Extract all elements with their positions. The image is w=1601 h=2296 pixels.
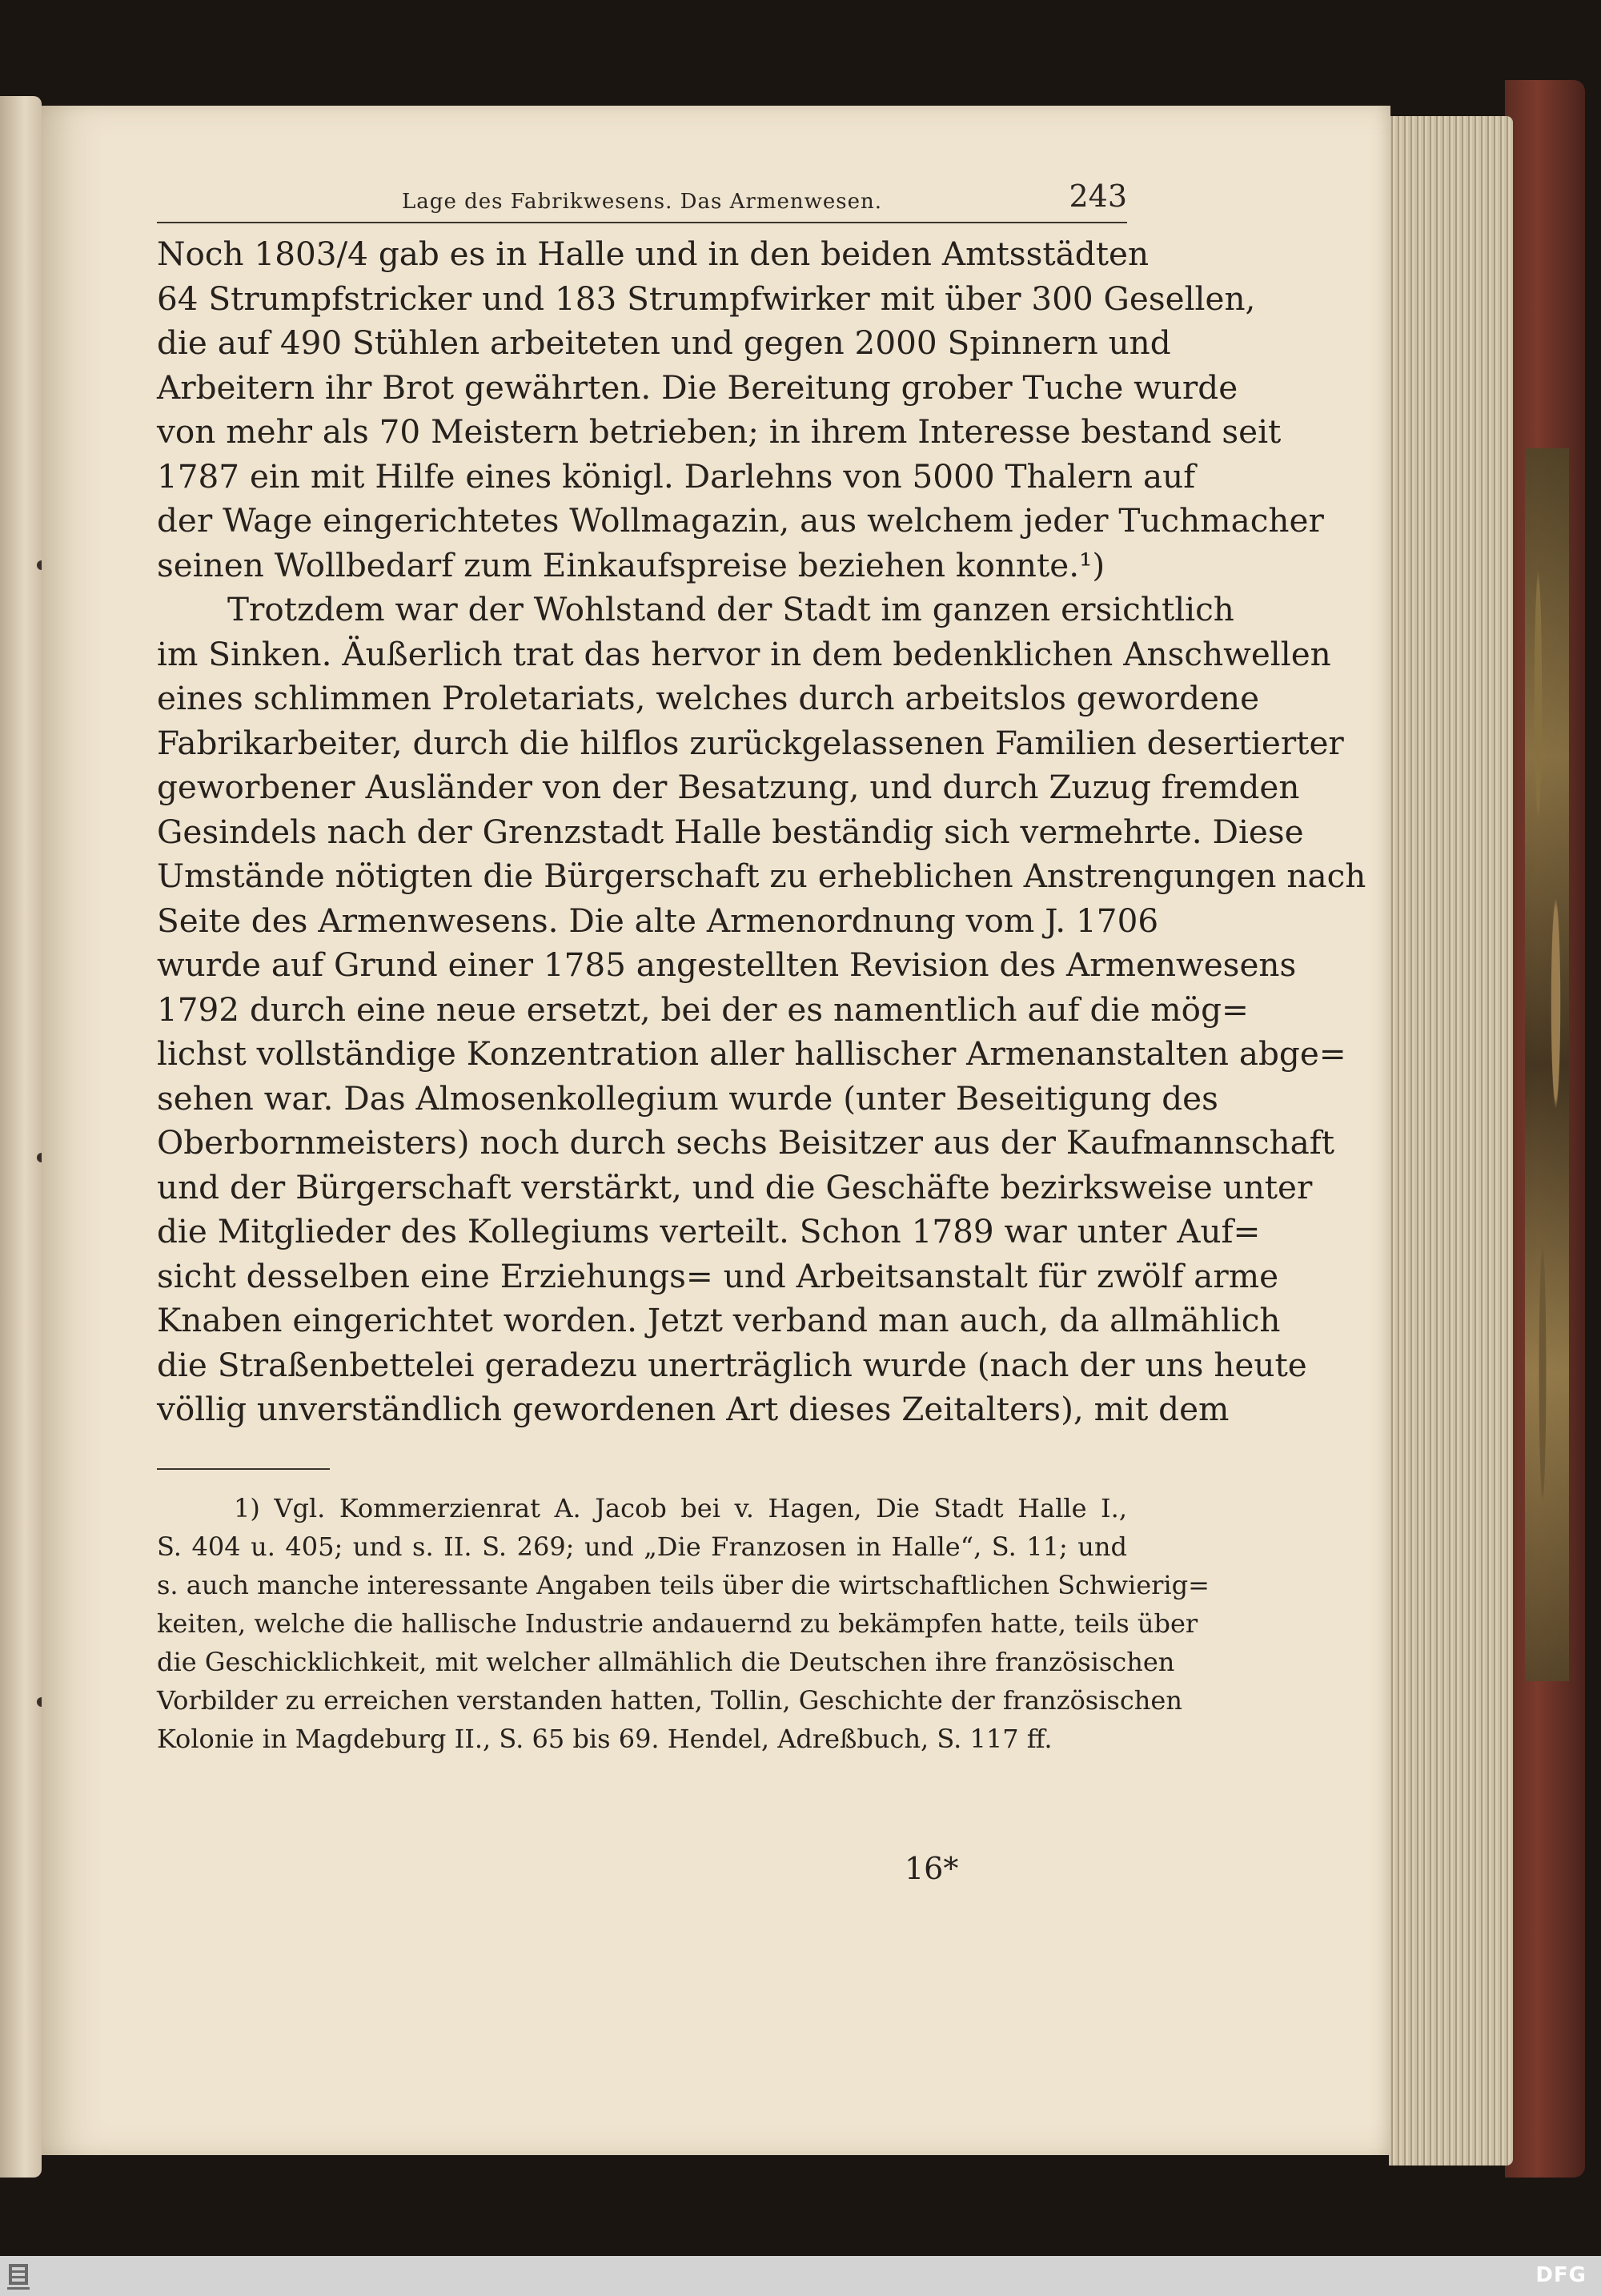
text-line: seinen Wollbedarf zum Einkaufspreise beziehen konnte.¹) (157, 545, 1105, 584)
text-line: die Straßenbettelei geradezu unerträglich wurde (nach der uns heute (157, 1345, 1307, 1384)
text-line: Noch 1803/4 gab es in Halle und in den beiden Amtsstädten (157, 235, 1150, 273)
footnote-line: S. 404 u. 405; und s. II. S. 269; und „Die Franzosen in Halle“, S. 11; und (157, 1531, 1127, 1562)
text-line: im Sinken. Äußerlich trat das hervor in dem bedenklichen Anschwellen (157, 634, 1331, 673)
text-line: von mehr als 70 Meistern betrieben; in ihrem Interesse bestand seit (157, 412, 1282, 451)
footnote-line: Vorbilder zu erreichen verstanden hatten, Tollin, Geschichte der französischen (157, 1685, 1182, 1716)
text-line: Gesindels nach der Grenzstadt Halle beständig sich vermehrte. Diese (157, 812, 1304, 851)
text-line: wurde auf Grund einer 1785 angestellten Revision des Armenwesens (157, 945, 1297, 984)
marbled-cover-paper (1525, 448, 1569, 1681)
footnote-line: die Geschicklichkeit, mit welcher allmählich die Deutschen ihre französischen (157, 1647, 1175, 1677)
text-line: 1787 ein mit Hilfe eines königl. Darlehns von 5000 Thalern auf (157, 456, 1196, 496)
text-line: 1792 durch eine neue ersetzt, bei der es namentlich auf die mög= (157, 989, 1249, 1029)
footnote-line: keiten, welche die hallische Industrie andauernd zu bekämpfen hatte, teils über (157, 1608, 1198, 1639)
footnote-rule (157, 1468, 330, 1470)
text-line: Oberbornmeisters) noch durch sechs Beisitzer aus der Kaufmannschaft (157, 1123, 1335, 1162)
body-text (157, 232, 1366, 1432)
running-title: Lage des Fabrikwesens. Das Armenwesen. (402, 190, 882, 214)
text-line: die auf 490 Stühlen arbeiteten und gegen 2000 Spinnern und (157, 323, 1171, 362)
text-line: Trotzdem war der Wohlstand der Stadt im ganzen ersichtlich (227, 590, 1234, 628)
library-seal-icon (6, 2262, 30, 2291)
viewer-footer-bar (0, 2256, 1601, 2296)
text-line: Umstände nötigten die Bürgerschaft zu erheblichen Anstrengungen nach (157, 857, 1366, 895)
text-line: der Wage eingerichtetes Wollmagazin, aus welchem jeder Tuchmacher (157, 501, 1324, 540)
running-head (157, 164, 1127, 223)
dfg-logo: DFG (1535, 2263, 1587, 2287)
text-line: die Mitglieder des Kollegiums verteilt. Schon 1789 war unter Auf= (157, 1212, 1261, 1250)
text-line: geworbener Ausländer von der Besatzung, und durch Zuzug fremden (157, 768, 1300, 806)
text-line: und der Bürgerschaft verstärkt, und die Geschäfte bezirksweise unter (157, 1167, 1313, 1206)
footnotes (157, 1489, 1210, 1758)
previous-page-edge (0, 96, 42, 2178)
text-line: Arbeitern ihr Brot gewährten. Die Bereitung grober Tuche wurde (157, 367, 1238, 407)
text-line: Fabrikarbeiter, durch die hilflos zurückgelassenen Familien desertierter (157, 723, 1344, 762)
footnote-line: s. auch manche interessante Angaben teils über die wirtschaftlichen Schwierig= (157, 1570, 1210, 1600)
text-line: völlig unverständlich gewordenen Art dieses Zeitalters), mit dem (157, 1390, 1230, 1428)
text-line: Seite des Armenwesens. Die alte Armenordnung vom J. 1706 (157, 901, 1159, 940)
text-line: Knaben eingerichtet worden. Jetzt verband man auch, da allmählich (157, 1301, 1281, 1339)
text-line: eines schlimmen Proletariats, welches durch arbeitslos gewordene (157, 679, 1260, 717)
text-line: sehen war. Das Almosenkollegium wurde (unter Beseitigung des (157, 1078, 1218, 1118)
footnote-line: 1) Vgl. Kommerzienrat A. Jacob bei v. Hagen, Die Stadt Halle I., (234, 1493, 1127, 1523)
signature-mark: 16* (905, 1851, 959, 1886)
text-line: sicht desselben eine Erziehungs= und Arbeitsanstalt für zwölf arme (157, 1256, 1279, 1295)
text-line: lichst vollständige Konzentration aller hallischer Armenanstalten abge= (157, 1034, 1346, 1073)
page-block-edge (1389, 116, 1513, 2166)
text-line: 64 Strumpfstricker und 183 Strumpfwirker mit über 300 Gesellen, (157, 279, 1256, 318)
footnote-line: Kolonie in Magdeburg II., S. 65 bis 69. Hendel, Adreßbuch, S. 117 ff. (157, 1724, 1053, 1754)
page-number: 243 (1069, 179, 1127, 214)
